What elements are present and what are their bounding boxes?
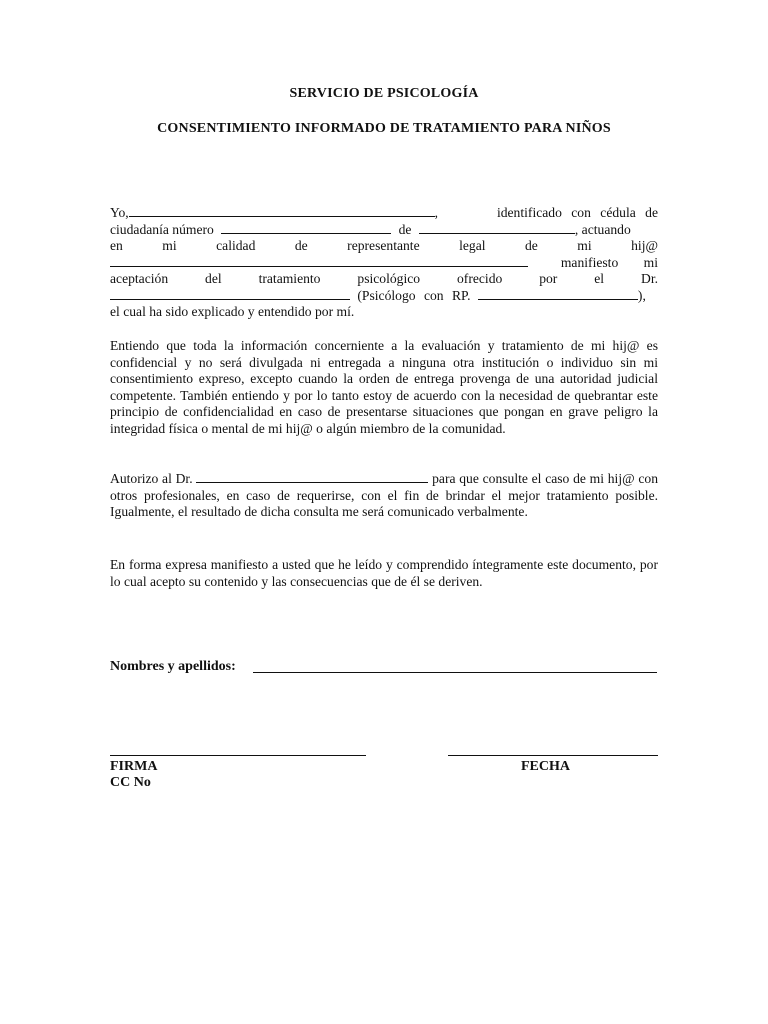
consent-line-6: (Psicólogo con RP. ),	[110, 288, 658, 305]
confidentiality-text: Entiendo que toda la información concerniente a la evaluación y tratamiento de mi hij@ es confidencial y no será divulgada ni entregada a ninguna otra institución o individuo sin mi consentimiento expreso, excepto cuando la orden de entrega provenga de una autoridad judicial competente. También entiendo y por lo tanto estoy de acuerdo con la necesidad de quebrantar este principio de confidencialidad en caso de presentarse situaciones que pongan en grave peligro la integridad física o mental de mi hij@ o algún miembro de la comunidad.	[110, 338, 658, 436]
name-blank[interactable]	[129, 205, 435, 217]
names-label: Nombres y apellidos:	[110, 659, 236, 674]
document-title: CONSENTIMIENTO INFORMADO DE TRATAMIENTO PARA NIÑOS	[157, 121, 611, 136]
consent-line-2: ciudadanía número de , actuando	[110, 221, 631, 237]
cc-label: CC No	[110, 775, 151, 790]
acceptance-text: En forma expresa manifiesto a usted que he leído y comprendido íntegramente este documento, por lo cual acepto su contenido y las consecuencias que de él se deriven.	[110, 557, 658, 589]
confidentiality-paragraph	[110, 338, 658, 437]
consent-line-7: el cual ha sido explicado y entendido por mí.	[110, 304, 355, 319]
id-number-blank[interactable]	[221, 222, 391, 234]
id-place-blank[interactable]	[419, 222, 575, 234]
child-name-blank[interactable]	[110, 255, 528, 267]
consent-identificado: identificado con cédula de	[496, 205, 658, 220]
consent-line-1: Yo, , identificado con cédula de	[110, 205, 658, 220]
date-line[interactable]	[448, 755, 658, 756]
consent-declaration	[110, 205, 658, 321]
firma-label: FIRMA	[110, 759, 158, 774]
acceptance-paragraph	[110, 557, 658, 590]
consent-yo: Yo,	[110, 205, 129, 220]
authorization-text-a: Autorizo al Dr.	[110, 471, 193, 486]
authorization-paragraph	[110, 471, 658, 521]
consulting-doctor-blank[interactable]	[196, 471, 428, 483]
consent-line-3: en mi calidad de representante legal de mi hij@	[110, 238, 658, 253]
authorization-text-b: para que consulte el caso de mi hij@ con otros profesionales, en caso de requerirse, con el fin de brindar el mejor tratamiento posible. Igualmente, el resultado de dicha consulta me será comunicado verbalmente.	[110, 471, 658, 519]
signature-line[interactable]	[110, 755, 366, 756]
consent-line-5: aceptación del tratamiento psicológico ofrecido por el Dr.	[110, 271, 658, 286]
service-title: SERVICIO DE PSICOLOGÍA	[289, 86, 479, 101]
doctor-name-blank[interactable]	[110, 288, 350, 300]
consent-line-4: manifiesto mi	[110, 255, 658, 272]
names-line[interactable]	[253, 672, 657, 673]
rp-number-blank[interactable]	[478, 288, 638, 300]
fecha-label: FECHA	[521, 759, 570, 774]
